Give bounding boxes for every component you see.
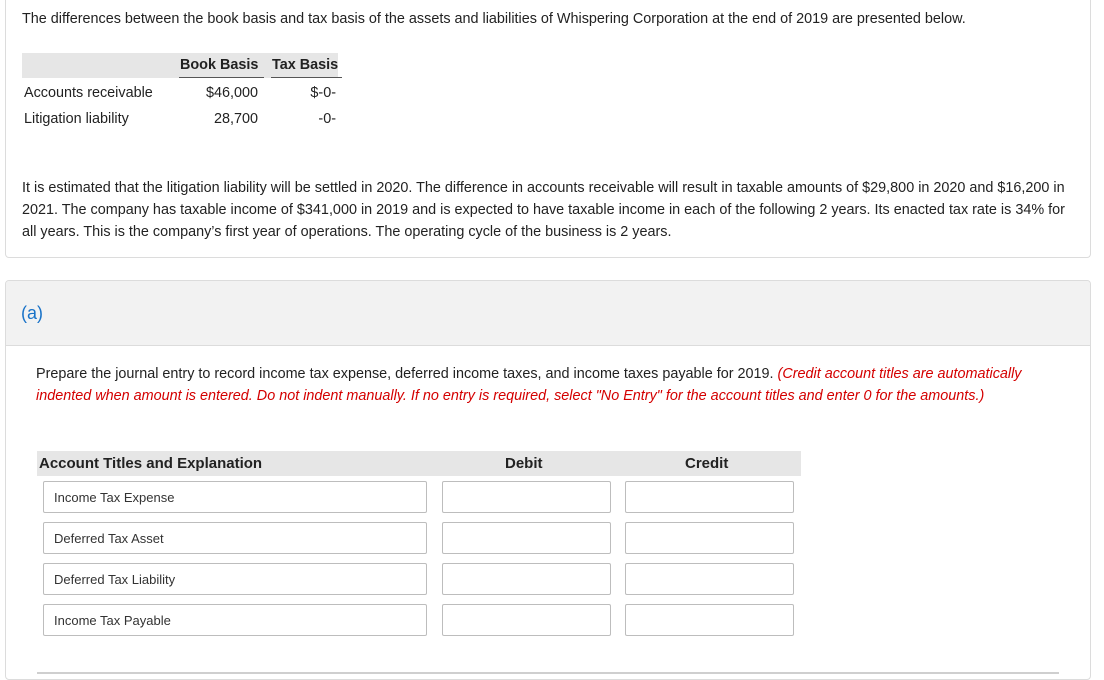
basis-table-header [22,53,338,78]
book-basis-header: Book Basis [180,57,259,73]
journal-row [43,604,803,636]
instruction-note: (Credit account titles are automatically indented when amount is entered. Do not indent manually. If no entry is required, select "No Entry" for the account titles and enter 0 for the amounts.) [36,366,1022,404]
table-row [22,85,338,107]
journal-row [43,563,803,595]
book-value: $46,000 [205,85,258,101]
account-title-input[interactable] [43,604,427,636]
problem-panel [5,0,1091,258]
credit-input[interactable] [625,604,794,636]
debit-input[interactable] [442,604,611,636]
table-row [22,111,338,133]
tax-basis-header: Tax Basis [272,57,339,73]
account-title-input[interactable] [43,563,427,595]
journal-table-header [37,451,801,476]
book-basis-underline [179,77,264,78]
debit-input[interactable] [442,522,611,554]
debit-column-header: Debit [505,455,543,472]
account-title-input[interactable] [43,481,427,513]
credit-input[interactable] [625,481,794,513]
account-column-header: Account Titles and Explanation [39,455,263,472]
account-title-input[interactable] [43,522,427,554]
book-value: 28,700 [213,111,258,127]
tax-value: $-0- [310,85,336,101]
journal-row [43,481,803,513]
part-a-header [6,281,1090,346]
journal-row [43,522,803,554]
instruction-text: Prepare the journal entry to record income tax expense, deferred income taxes, and income taxes payable for 2019. [36,366,774,382]
tax-value: -0- [318,111,336,127]
credit-input[interactable] [625,522,794,554]
credit-column-header: Credit [685,455,729,472]
debit-input[interactable] [442,563,611,595]
problem-paragraph: It is estimated that the litigation liability will be settled in 2020. The difference in accounts receivable will result in taxable amounts of $29,800 in 2020 and $16,200 in 2021. The company has taxable income of $341,000 in 2019 and is expected to have taxable income in each of the following 2 years. Its enacted tax rate is 34% for all years. This is the company’s first year of operations. The operating cycle of the business is 2 years. [22,180,1065,240]
credit-input[interactable] [625,563,794,595]
row-label: Litigation liability [24,111,129,127]
row-label: Accounts receivable [24,85,153,101]
instructions [36,363,1046,407]
debit-input[interactable] [442,481,611,513]
part-a-panel [5,280,1091,680]
tax-basis-underline [271,77,342,78]
intro-text: The differences between the book basis and tax basis of the assets and liabilities of Whispering Corporation at the end of 2019 are presented below. [22,11,966,27]
part-a-label: (a) [21,303,43,323]
